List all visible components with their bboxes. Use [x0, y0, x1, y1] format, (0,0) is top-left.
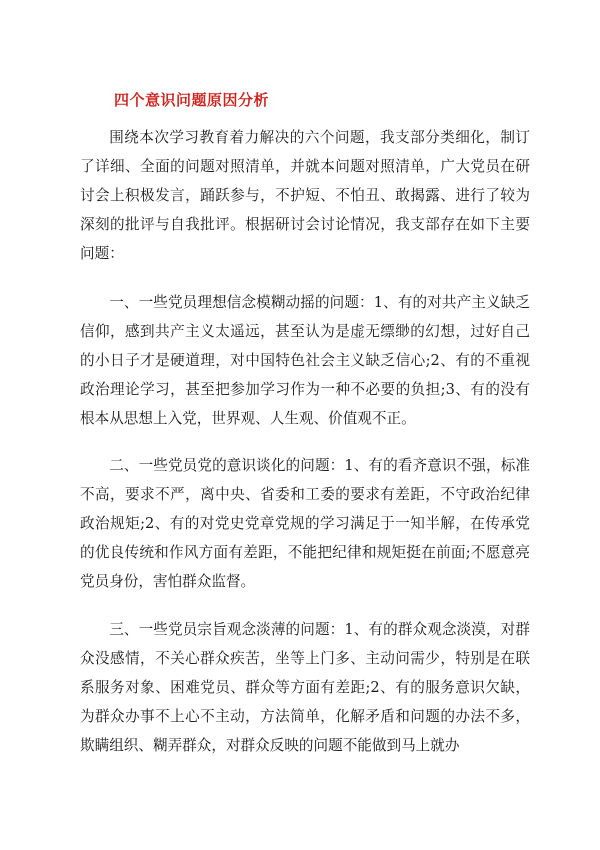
- intro-paragraph: 围绕本次学习教育着力解决的六个问题，我支部分类细化，制订了详细、全面的问题对照清单，并就本问题对照清单，广大党员在研讨会上积极发言，踊跃参与，不护短、不怕丑、敢揭露、进行了较为深刻的批评与自我批评。根据研讨会讨论情况，我支部存在如下主要问题：: [80, 129, 530, 262]
- issue-paragraph-3: 三、一些党员宗旨观念淡薄的问题：1、有的群众观念淡漠，对群众没感情，不关心群众疾苦，坐等上门多、主动问需少，特别是在联系服务对象、困难党员、群众等方面有差距;2、有的服务意识欠缺，为群众办事不上心不主动，方法简单，化解矛盾和问题的办法不多，欺瞒组织、糊弄群众，对群众反映的问题不能做到马上就办: [80, 621, 530, 754]
- issue-paragraph-2: 二、一些党员党的意识谈化的问题：1、有的看齐意识不强，标准不高，要求不严，离中央、省委和工委的要求有差距，不守政治纪律政治规矩;2、有的对党史党章党规的学习满足于一知半解，在传承党的优良传统和作风方面有差距，不能把纪律和规矩挺在前面;不愿意亮党员身份，害怕群众监督。: [80, 457, 530, 590]
- document-title: 四个意识问题原因分析: [114, 91, 270, 109]
- issue-paragraph-1: 一、一些党员理想信念模糊动摇的问题：1、有的对共产主义缺乏信仰，感到共产主义太遥远，甚至认为是虚无缥缈的幻想，过好自己的小日子才是硬道理，对中国特色社会主义缺乏信心;2、有的不重视政治理论学习，甚至把参加学习作为一种不必要的负担;3、有的没有根本从思想上入党，世界观、人生观、价值观不正。: [80, 294, 530, 427]
